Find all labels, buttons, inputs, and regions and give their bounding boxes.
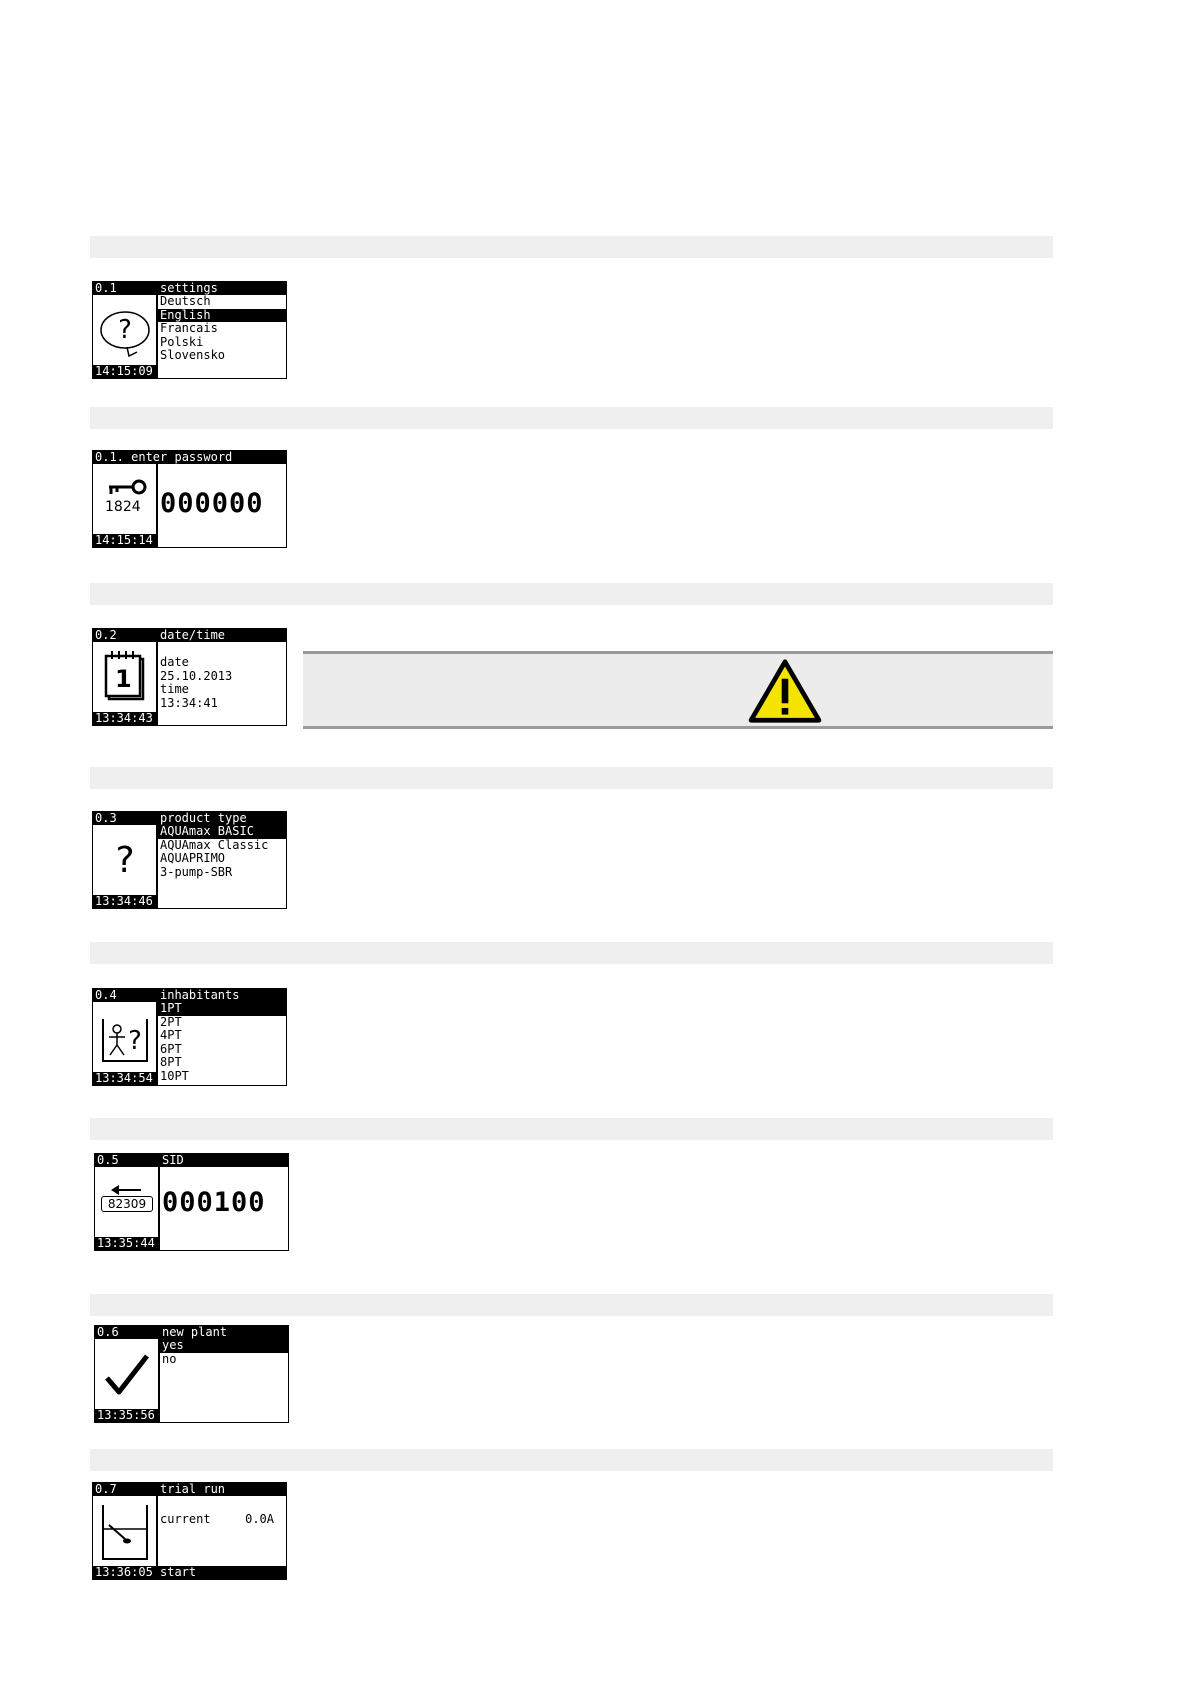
screen-title: new plant [160,1326,288,1339]
svg-text:?: ? [115,840,135,881]
list-item[interactable]: 6PT [160,1041,182,1056]
list-item-selected[interactable]: English [158,309,286,323]
section-band-0-6 [90,1294,1053,1316]
list-item[interactable]: 4PT [160,1028,182,1042]
key-code: 1824 [105,499,141,515]
list-item[interactable]: Deutsch [160,294,211,308]
screen-title: SID [160,1154,288,1167]
section-band-0-2 [90,583,1053,605]
screen-title: date/time [158,629,286,642]
date-label: date [160,655,189,669]
section-band-0-1 [90,236,1053,258]
screen-title: product type [158,812,286,825]
list-item-selected[interactable]: AQUAmax BASIC [158,825,286,839]
sid-badge: 82309 [101,1196,153,1212]
svg-text:?: ? [128,1026,142,1056]
person-question-icon [97,1005,153,1071]
screen-title: inhabitants [158,989,286,1002]
screen-code: 0.3 [93,812,158,825]
inhabitants-list [158,1002,286,1083]
screen-code: 0.6 [95,1326,160,1339]
date-time-fields [158,656,286,710]
list-item[interactable]: 3-pump-SBR [160,864,233,879]
password-input[interactable]: 000000 [160,488,264,519]
list-item-selected[interactable]: 1PT [158,1002,286,1016]
question-mark-icon [97,828,153,894]
section-band-0-7 [90,1449,1053,1471]
current-label: current [160,1512,211,1526]
screen-sid [94,1153,289,1251]
screen-code: 0.2 [93,629,158,642]
warning-triangle-icon [747,658,823,724]
language-list [158,295,286,363]
screen-clock: 13:34:43 [93,712,158,725]
screen-new-plant [94,1325,289,1423]
new-plant-list [160,1339,288,1366]
warning-box [303,651,1053,729]
screen-clock: 13:36:05 [93,1566,158,1579]
list-item[interactable]: Polski [160,334,204,349]
date-value[interactable]: 25.10.2013 [160,668,233,683]
section-band-0-5 [90,1118,1053,1140]
list-item[interactable]: AQUAPRIMO [160,851,226,865]
start-button[interactable]: start [158,1566,286,1579]
screen-code: 0.5 [95,1154,160,1167]
screen-enter-password [92,450,287,548]
sid-value[interactable]: 000100 [162,1187,266,1218]
list-item-selected[interactable]: yes [160,1339,288,1353]
screen-clock: 13:34:46 [93,895,158,908]
screen-code: 0.4 [93,989,158,1002]
time-value[interactable]: 13:34:41 [160,695,218,710]
screen-code: 0.1 [93,282,158,295]
current-value: 0.0A [245,1512,274,1526]
section-band-0-3 [90,767,1053,789]
list-item[interactable]: 2PT [160,1014,182,1029]
product-type-list [158,825,286,879]
screen-clock: 13:34:54 [93,1072,158,1085]
question-speech-bubble-icon [97,298,153,364]
screen-title: 0.1. enter password [93,451,286,464]
screen-clock: 14:15:09 [93,365,158,378]
time-label: time [160,682,189,696]
checkmark-icon [99,1342,155,1408]
list-item[interactable]: 8PT [160,1055,182,1069]
screen-clock: 14:15:14 [93,534,158,547]
screen-date-time [92,628,287,726]
screen-settings [92,281,287,379]
section-band-0-1-password [90,407,1053,429]
list-item[interactable]: Slovensko [160,348,226,362]
svg-text:?: ? [118,315,132,345]
screen-trial-run [92,1482,287,1580]
screen-title: settings [158,282,286,295]
screen-product-type [92,811,287,909]
section-band-0-4 [90,942,1053,964]
list-item[interactable]: no [162,1351,177,1366]
list-item[interactable]: 10PT [160,1068,189,1083]
screen-code: 0.7 [93,1483,158,1496]
calendar-day: 1 [115,665,132,693]
list-item[interactable]: AQUAmax Classic [160,837,269,852]
screen-inhabitants [92,988,287,1086]
screen-title: trial run [158,1483,286,1496]
list-item[interactable]: Francais [160,321,218,335]
screen-clock: 13:35:56 [95,1409,160,1422]
screen-clock: 13:35:44 [95,1237,160,1250]
tank-pump-icon [97,1499,153,1565]
